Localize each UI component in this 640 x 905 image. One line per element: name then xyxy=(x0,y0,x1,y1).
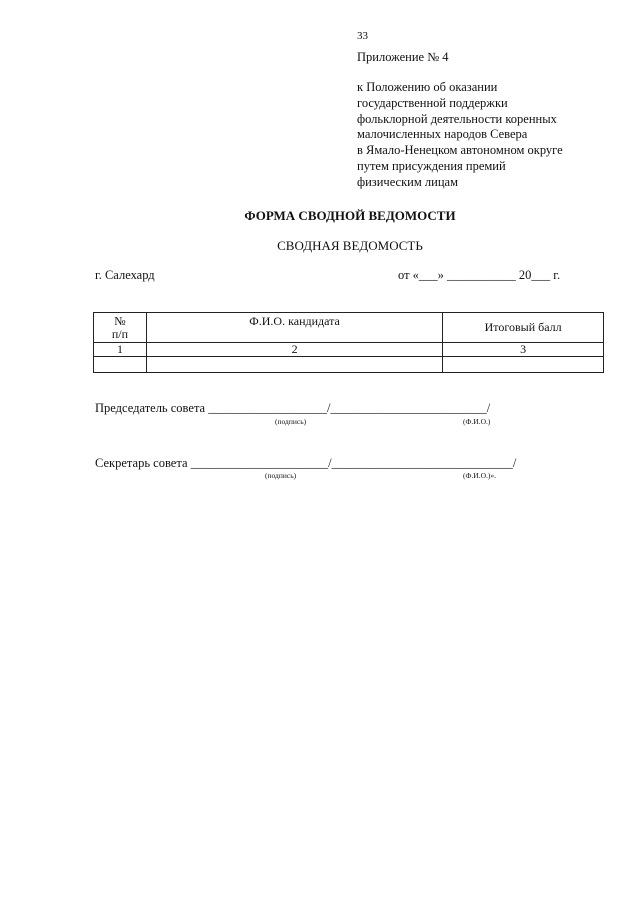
chairman-name-caption: (Ф.И.О.) xyxy=(463,417,491,426)
page-number: 33 xyxy=(357,30,368,42)
appendix-description-line: в Ямало-Ненецком автономном округе xyxy=(357,143,563,158)
table-cell xyxy=(443,357,604,373)
appendix-description-line: малочисленных народов Севера xyxy=(357,127,528,142)
secretary-signature-line: Секретарь совета ______________________/_____________________________/ xyxy=(95,456,517,470)
date-line: от «___» ___________ 20___ г. xyxy=(398,268,561,282)
form-title: ФОРМА СВОДНОЙ ВЕДОМОСТИ xyxy=(244,208,456,223)
appendix-description-line: к Положению об оказании xyxy=(357,80,498,94)
appendix-description xyxy=(357,80,627,191)
table-cell xyxy=(94,357,147,373)
header-number-cell xyxy=(94,313,147,343)
numbering-cell: 1 xyxy=(94,343,147,357)
table-row xyxy=(94,357,604,373)
table-cell xyxy=(146,357,442,373)
appendix-description-line: фольклорной деятельности коренных xyxy=(357,111,557,126)
header-number-line1: № xyxy=(114,313,126,328)
appendix-description-line: физическим лицам xyxy=(357,174,458,189)
chairman-signature-line: Председатель совета ___________________/_________________________/ xyxy=(95,401,491,415)
header-number-line2: п/п xyxy=(111,326,129,341)
appendix-title: Приложение № 4 xyxy=(357,50,449,64)
form-subtitle: СВОДНАЯ ВЕДОМОСТЬ xyxy=(277,238,423,253)
appendix-description-line: путем присуждения премий xyxy=(357,158,506,173)
secretary-name-caption: (Ф.И.О.)». xyxy=(463,471,497,480)
header-name-cell: Ф.И.О. кандидата xyxy=(146,313,442,343)
city-label: г. Салехард xyxy=(95,268,155,282)
appendix-description-line: государственной поддержки xyxy=(357,95,508,110)
chairman-signature-caption: (подпись) xyxy=(275,417,307,426)
header-score-cell: Итоговый балл xyxy=(443,313,604,343)
numbering-cell: 3 xyxy=(443,343,604,357)
secretary-signature-caption: (подпись) xyxy=(265,471,297,480)
table-header-row xyxy=(94,313,604,343)
summary-table xyxy=(93,312,604,373)
numbering-cell: 2 xyxy=(146,343,442,357)
table-numbering-row xyxy=(94,343,604,357)
